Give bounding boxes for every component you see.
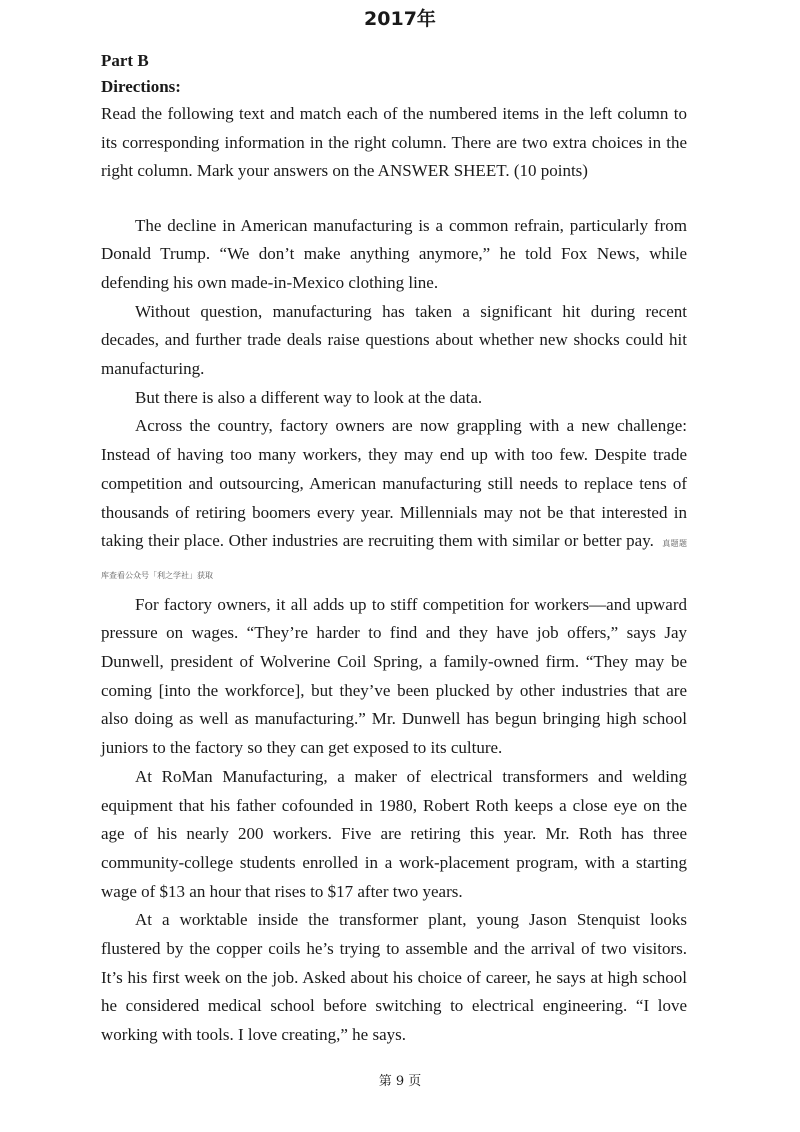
article-paragraph-4-text: Across the country, factory owners are now grappling with a new challenge: Instead of having too many workers, they may end up with too few. Despite trade competition and outsourcing, American manufacturing still needs to replace tens of thousands of retiring boomers every year. Millennials may not be that interested in taking their place. Other industries are recruiting them with similar or better pay. <box>101 416 687 551</box>
directions-text: Read the following text and match each of the numbered items in the left column to its corresponding information in the right column. There are two extra choices in the right column. Mark your answers on the ANSWER SHEET. (10 points) <box>101 104 687 180</box>
article-paragraph-2: Without question, manufacturing has taken a significant hit during recent decades, and further trade deals raise questions about whether new shocks could hit manufacturing. <box>101 301 687 379</box>
directions-heading: Directions: <box>101 77 181 96</box>
article-paragraph-7: At a worktable inside the transformer plant, young Jason Stenquist looks flustered by the copper coils he’s trying to assemble and the arrival of two visitors. It’s his first week on the job. Asked about his choice of career, he says at high school he considered medical school before switching to electrical engineering. “I love working with tools. I love creating,” he says. <box>101 910 687 1045</box>
part-heading: Part B <box>101 51 149 70</box>
article-paragraph-4 <box>101 412 687 590</box>
watermark-note: 真题题库查看公众号「利之学社」获取 <box>101 539 687 580</box>
article-paragraph-3: But there is also a different way to look at the data. <box>135 387 483 407</box>
document-year-title: 2017年 <box>364 8 436 30</box>
page-content <box>101 48 687 1050</box>
article-paragraph-1: The decline in American manufacturing is a common refrain, particularly from Donald Trump. “We don’t make anything anymore,” he told Fox News, while defending his own made-in-Mexico clothing line. <box>101 215 687 292</box>
article-paragraph-5: For factory owners, it all adds up to stiff competition for workers—and upward pressure on wages. “They’re harder to find and they have job offers,” says Jay Dunwell, president of Wolverine Coil Spring, a family-owned firm. “They may be coming [into the workforce], but they’ve been plucked by other industries that are also doing as well as manufacturing.” Mr. Dunwell has begun bringing high school juniors to the factory so they can get exposed to its culture. <box>101 594 687 758</box>
article-paragraph-6: At RoMan Manufacturing, a maker of electrical transformers and welding equipment that his father cofounded in 1980, Robert Roth keeps a close eye on the age of his nearly 200 workers. Five are retiring this year. Mr. Roth has three community-college students enrolled in a work-placement program, with a starting wage of $13 an hour that rises to $17 after two years. <box>101 766 687 901</box>
page-number: 第 9 页 <box>378 1074 422 1089</box>
